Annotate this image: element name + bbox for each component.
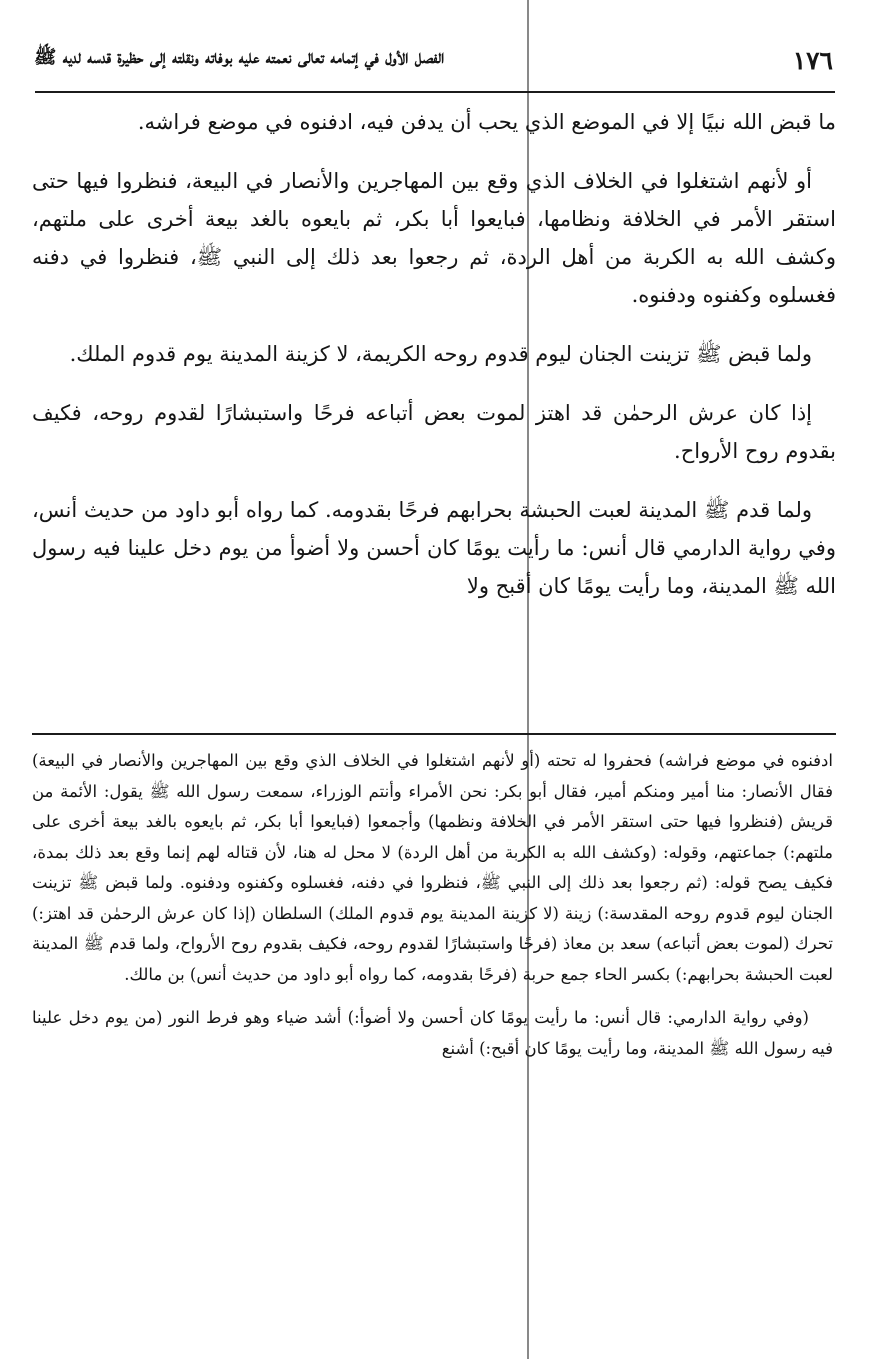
page-number: ١٧٦	[792, 45, 833, 75]
main-paragraph: إذا كان عرش الرحمٰن قد اهتز لموت بعض أتباعه فرحًا واستبشارًا لقدوم روحه، فكيف بقدوم روح الأرواح.	[32, 401, 836, 463]
footnote-paragraph: (وفي رواية الدارمي: قال أنس: ما رأيت يومًا كان أحسن ولا أضوأ:) أشد ضياء وهو فرط النور (من يوم دخل علينا فيه رسول الله ﷺ المدينة، وما رأيت يومًا كان أقبح:) أشنع	[32, 1008, 833, 1058]
footnote-rule	[32, 733, 836, 735]
header-rule	[35, 91, 835, 93]
page-header	[34, 38, 833, 82]
main-paragraph: أو لأنهم اشتغلوا في الخلاف الذي وقع بين المهاجرين والأنصار في البيعة، فنظروا فيها حتى استقر الأمر في الخلافة ونظامها، فبايعوا أبا بكر، ثم بايعوه بالغد بيعة أخرى على ملتهم، وكشف الله به الكربة من أهل الردة، ثم رجعوا بعد ذلك إلى النبي ﷺ، فنظروا في دفنه فغسلوه وكفنوه ودفنوه.	[32, 169, 836, 307]
commentary-footnotes	[32, 746, 833, 1306]
footnote-paragraph: ادفنوه في موضع فراشه) فحفروا له تحته (أو لأنهم اشتغلوا في الخلاف الذي وقع بين المهاجرين والأنصار في البيعة) فقال الأنصار: منا أمير ومنكم أمير، فقال أبو بكر: نحن الأمراء وأنتم الوزراء، سمعت رسول الله ﷺ يقول: الأئمة من قريش (فنظروا فيها حتى استقر الأمر في الخلافة ونظمها) وأجمعوا (فبايعوا أبا بكر، ثم بايعوه بالغد بيعة أخرى على ملتهم:) جماعتهم، وقوله: (وكشف الله به الكربة من أهل الردة) لا محل له هنا، لأن قتاله لهم إنما وقع بعد ذلك بمدة، فكيف يصح قوله: (ثم رجعوا بعد ذلك إلى النبي ﷺ، فنظروا في دفنه، فغسلوه وكفنوه ودفنوه. ولما قبض ﷺ تزينت الجنان ليوم قدوم روحه المقدسة:) زينة (لا كزينة المدينة يوم قدوم الملك) السلطان (إذا كان عرش الرحمٰن قد اهتز:) تحرك (لموت بعض أتباعه) سعد بن معاذ (فرحًا واستبشارًا لقدوم روحه، فكيف بقدوم روح الأرواح، ولما قدم ﷺ المدينة لعبت الحبشة بحرابهم:) بكسر الحاء جمع حربة (فرحًا بقدومه، كما رواه أبو داود من حديث أنس) بن مالك.	[32, 751, 833, 984]
main-text	[32, 103, 836, 721]
running-title: الفصل الأول في إتمامه تعالى نعمته عليه بوفاته ونقلته إلى حظيرة قدسه لديه ﷺ	[34, 47, 445, 68]
main-paragraph: ولما قبض ﷺ تزينت الجنان ليوم قدوم روحه الكريمة، لا كزينة المدينة يوم قدوم الملك.	[69, 342, 812, 366]
main-paragraph: ولما قدم ﷺ المدينة لعبت الحبشة بحرابهم فرحًا بقدومه. كما رواه أبو داود من حديث أنس، وفي رواية الدارمي قال أنس: ما رأيت يومًا كان أحسن ولا أضوأ من يوم دخل علينا فيه رسول الله ﷺ المدينة، وما رأيت يومًا كان أقبح ولا	[32, 498, 836, 598]
main-paragraph: ما قبض الله نبيًا إلا في الموضع الذي يحب أن يدفن فيه، ادفنوه في موضع فراشه.	[137, 110, 836, 134]
